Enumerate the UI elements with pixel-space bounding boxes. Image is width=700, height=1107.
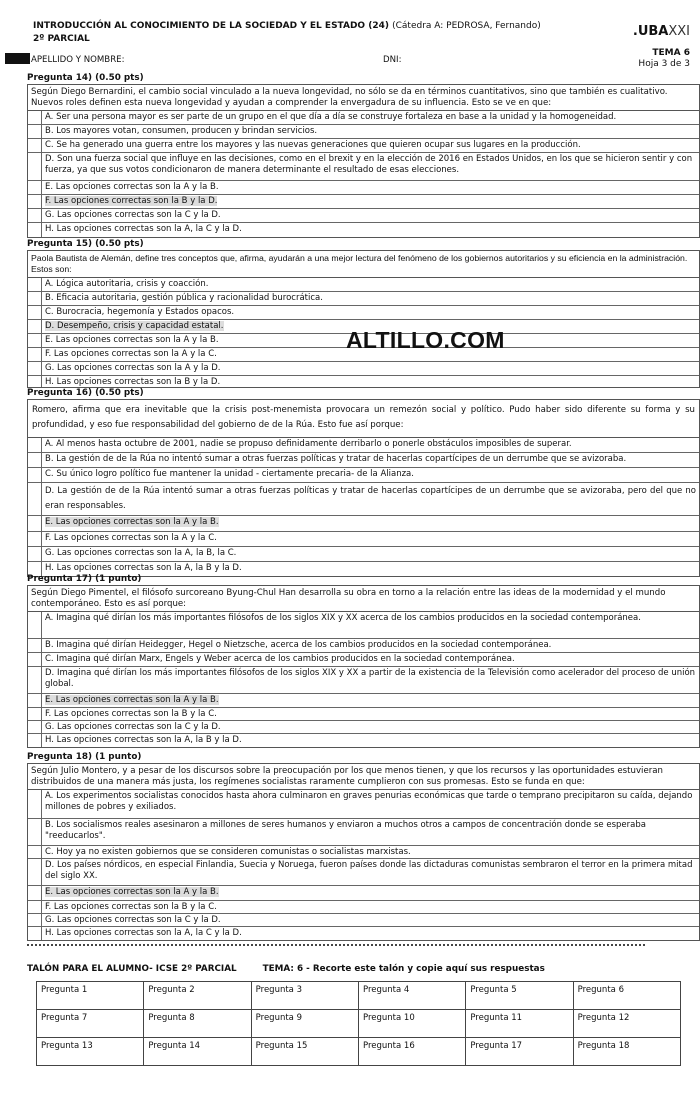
option-row[interactable]: B. Los mayores votan, consumen, producen y brindan servicios. bbox=[28, 125, 699, 139]
answer-cell[interactable]: Pregunta 9 bbox=[251, 1010, 358, 1038]
answer-cell[interactable]: Pregunta 10 bbox=[358, 1010, 465, 1038]
option-row[interactable]: C. Imagina qué dirían Marx, Engels y Weber acerca de los cambios producidos en la sociedad contemporánea. bbox=[28, 653, 699, 667]
answer-cell[interactable]: Pregunta 6 bbox=[573, 982, 680, 1010]
option-row[interactable]: E. Las opciones correctas son la A y la B. bbox=[28, 334, 699, 348]
option-row[interactable]: C. Burocracia, hegemonía y Estados opacos. bbox=[28, 306, 699, 320]
tema-label: TEMA 6 bbox=[652, 48, 690, 58]
watermark: ALTILLO.COM bbox=[346, 327, 505, 353]
answer-cell[interactable]: Pregunta 5 bbox=[466, 982, 573, 1010]
option-row[interactable]: D. Los países nórdicos, en especial Finlandia, Suecia y Noruega, fueron países donde las dictaduras comunistas sembraron el terror en la primera mitad del siglo XX. bbox=[28, 859, 699, 886]
question-block bbox=[27, 585, 700, 748]
question-title: Pregunta 14) (0.50 pts) bbox=[27, 73, 144, 83]
answer-cell[interactable]: Pregunta 18 bbox=[573, 1038, 680, 1066]
talon-header bbox=[27, 964, 545, 975]
option-row-marked[interactable] bbox=[28, 694, 699, 708]
marked-answer: E. Las opciones correctas son la A y la B. bbox=[45, 887, 219, 898]
answer-cell[interactable]: Pregunta 8 bbox=[144, 1010, 251, 1038]
course-title: INTRODUCCIÓN AL CONOCIMIENTO DE LA SOCIEDAD Y EL ESTADO (24) (Cátedra A: PEDROSA, Fernando) bbox=[33, 21, 541, 31]
marked-answer: D. Desempeño, crisis y capacidad estatal. bbox=[45, 320, 224, 331]
answer-cell[interactable]: Pregunta 14 bbox=[144, 1038, 251, 1066]
talon-title: TALÓN PARA EL ALUMNO- ICSE 2º PARCIAL bbox=[27, 964, 237, 974]
question-stem: Según Diego Pimentel, el filósofo surcoreano Byung-Chul Han desarrolla su obra en torno a la relación entre las ideas de la modernidad y el mundo contemporáneo. Esto es así porque: bbox=[28, 586, 699, 612]
question-block bbox=[27, 399, 700, 577]
answer-cell[interactable]: Pregunta 1 bbox=[37, 982, 144, 1010]
question-block bbox=[27, 84, 700, 238]
option-row[interactable]: F. Las opciones correctas son la B y la C. bbox=[28, 901, 699, 914]
marked-answer: E. Las opciones correctas son la A y la B. bbox=[45, 695, 219, 706]
option-row-marked[interactable] bbox=[28, 886, 699, 901]
option-row[interactable]: H. Las opciones correctas son la A, la B y la D. bbox=[28, 562, 699, 576]
talon-subtitle: TEMA: 6 - Recorte este talón y copie aquí sus respuestas bbox=[262, 964, 545, 974]
answer-cell[interactable]: Pregunta 12 bbox=[573, 1010, 680, 1038]
redaction-box bbox=[5, 53, 30, 64]
option-row[interactable]: B. Imagina qué dirían Heidegger, Hegel o Nietzsche, acerca de los cambios producidos en la sociedad contemporánea. bbox=[28, 639, 699, 653]
answer-cell[interactable]: Pregunta 11 bbox=[466, 1010, 573, 1038]
option-row[interactable]: B. Eficacia autoritaria, gestión pública y racionalidad burocrática. bbox=[28, 292, 699, 306]
option-row[interactable]: H. Las opciones correctas son la A, la C y la D. bbox=[28, 927, 699, 940]
answer-cell[interactable]: Pregunta 3 bbox=[251, 982, 358, 1010]
question-block bbox=[27, 250, 700, 388]
answer-cell[interactable]: Pregunta 15 bbox=[251, 1038, 358, 1066]
option-row[interactable]: B. Los socialismos reales asesinaron a millones de seres humanos y enviaron a muchos otros a campos de concentración donde se esperaba "reeducarlos". bbox=[28, 819, 699, 846]
option-row[interactable]: E. Las opciones correctas son la A y la B. bbox=[28, 181, 699, 195]
option-row[interactable]: H. Las opciones correctas son la A, la B y la D. bbox=[28, 734, 699, 747]
option-row[interactable]: G. Las opciones correctas son la C y la D. bbox=[28, 209, 699, 223]
option-row[interactable]: H. Las opciones correctas son la A, la C y la D. bbox=[28, 223, 699, 237]
question-stem: Según Diego Bernardini, el cambio social vinculado a la nueva longevidad, no sólo se da en términos cuantitativos, sino que también es cualitativo. Nuevos roles definen esta nueva longevidad y ayudan a comprender la envergadura de su influencia. Esto se ve en que: bbox=[28, 85, 699, 111]
option-row-marked[interactable] bbox=[28, 516, 699, 532]
option-row[interactable]: H. Las opciones correctas son la B y la D. bbox=[28, 376, 699, 387]
answer-table bbox=[36, 981, 681, 1066]
uba-xxi-logo: .UBAXXI bbox=[632, 24, 690, 39]
question-stem: Romero, afirma que era inevitable que la crisis post-menemista provocara un remezón social y político. Pudo haber sido diferente su forma y su profundidad, y eso fue responsabilidad del gobierno de de la Rúa. Esto fue así porque: bbox=[28, 400, 699, 438]
apellido-label: APELLIDO Y NOMBRE: bbox=[31, 55, 125, 65]
option-row[interactable]: D. La gestión de de la Rúa intentó sumar a otras fuerzas políticas y tratar de hacerlas copartícipes de un derrumbe que se avizoraba, pero del que no eran responsables. bbox=[28, 483, 699, 516]
answer-cell[interactable]: Pregunta 16 bbox=[358, 1038, 465, 1066]
answer-cell[interactable]: Pregunta 2 bbox=[144, 982, 251, 1010]
marked-answer: E. Las opciones correctas son la A y la B. bbox=[45, 516, 219, 527]
parcial-label: 2º PARCIAL bbox=[33, 34, 90, 44]
option-row[interactable]: G. Las opciones correctas son la A y la D. bbox=[28, 362, 699, 376]
question-title: Pregunta 15) (0.50 pts) bbox=[27, 239, 144, 249]
question-block bbox=[27, 763, 700, 941]
answer-cell[interactable]: Pregunta 7 bbox=[37, 1010, 144, 1038]
option-row[interactable]: G. Las opciones correctas son la C y la D. bbox=[28, 721, 699, 734]
option-row-marked[interactable] bbox=[28, 195, 699, 209]
option-row[interactable]: F. Las opciones correctas son la A y la C. bbox=[28, 532, 699, 547]
option-row[interactable]: A. Ser una persona mayor es ser parte de un grupo en el que día a día se construye fortaleza en base a la unidad y la homogeneidad. bbox=[28, 111, 699, 125]
option-row[interactable]: D. Imagina qué dirían los más importantes filósofos de los siglos XIX y XX a partir de la existencia de la Televisión como acelerador del proceso de unión global. bbox=[28, 667, 699, 694]
answer-row bbox=[37, 1010, 681, 1038]
option-row[interactable]: A. Imagina qué dirían los más importantes filósofos de los siglos XIX y XX acerca de los cambios producidos en la sociedad contemporánea. bbox=[28, 612, 699, 639]
answer-row bbox=[37, 1038, 681, 1066]
catedra: (Cátedra A: PEDROSA, Fernando) bbox=[392, 21, 541, 31]
answer-row bbox=[37, 982, 681, 1010]
option-row[interactable]: F. Las opciones correctas son la A y la C. bbox=[28, 348, 699, 362]
option-row[interactable]: C. Su único logro político fue mantener la unidad - ciertamente precaria- de la Alianza. bbox=[28, 468, 699, 483]
question-title: Pregunta 18) (1 punto) bbox=[27, 752, 142, 762]
option-row[interactable]: G. Las opciones correctas son la C y la D. bbox=[28, 914, 699, 927]
question-stem: Según Julio Montero, y a pesar de los discursos sobre la preocupación por los que menos tienen, y que los recursos y las oportunidades estuvieran distribuidos de una manera más justa, los regímenes socialistas raramente cumplieron con sus promesas. Esto se funda en que: bbox=[28, 764, 699, 790]
marked-answer: F. Las opciones correctas son la B y la D. bbox=[45, 196, 218, 207]
cut-line bbox=[27, 944, 645, 946]
option-row[interactable]: A. Al menos hasta octubre de 2001, nadie se propuso definidamente derribarlo o ponerle obstáculos imposibles de superar. bbox=[28, 438, 699, 453]
question-title: Pregunta 16) (0.50 pts) bbox=[27, 388, 144, 398]
question-title: Pregunta 17) (1 punto) bbox=[27, 574, 142, 584]
option-row[interactable]: A. Los experimentos socialistas conocidos hasta ahora culminaron en graves penurias económicas que tarde o temprano precipitaron su caída, dejando millones de pobres y exiliados. bbox=[28, 790, 699, 819]
option-row[interactable]: D. Son una fuerza social que influye en las decisiones, como en el brexit y en la elección de 2016 en Estados Unidos, en los que se hicieron sentir y con fuerza, ya que sus votos condicionaron de manera determinante el resultado de esas elecciones. bbox=[28, 153, 699, 181]
answer-cell[interactable]: Pregunta 13 bbox=[37, 1038, 144, 1066]
dni-label: DNI: bbox=[383, 55, 402, 65]
tema-info bbox=[638, 48, 690, 71]
question-stem: Paola Bautista de Alemán, define tres conceptos que, afirma, ayudarán a una mejor lectura del fenómeno de los gobiernos autoritarios y su eficiencia en la administración. Estos son: bbox=[28, 251, 699, 278]
answer-cell[interactable]: Pregunta 17 bbox=[466, 1038, 573, 1066]
option-row[interactable]: C. Se ha generado una guerra entre los mayores y las nuevas generaciones que quieren ocupar sus lugares en la producción. bbox=[28, 139, 699, 153]
option-row[interactable]: A. Lógica autoritaria, crisis y coacción. bbox=[28, 278, 699, 292]
option-row[interactable]: C. Hoy ya no existen gobiernos que se consideren comunistas o socialistas marxistas. bbox=[28, 846, 699, 859]
answer-cell[interactable]: Pregunta 4 bbox=[358, 982, 465, 1010]
hoja-label: Hoja 3 de 3 bbox=[638, 59, 690, 70]
option-row[interactable]: B. La gestión de de la Rúa no intentó sumar a otras fuerzas políticas y tratar de hacerlas copartícipes de un derrumbe que se avizoraba. bbox=[28, 453, 699, 468]
option-row[interactable]: F. Las opciones correctas son la B y la C. bbox=[28, 708, 699, 721]
option-row[interactable]: G. Las opciones correctas son la A, la B, la C. bbox=[28, 547, 699, 562]
